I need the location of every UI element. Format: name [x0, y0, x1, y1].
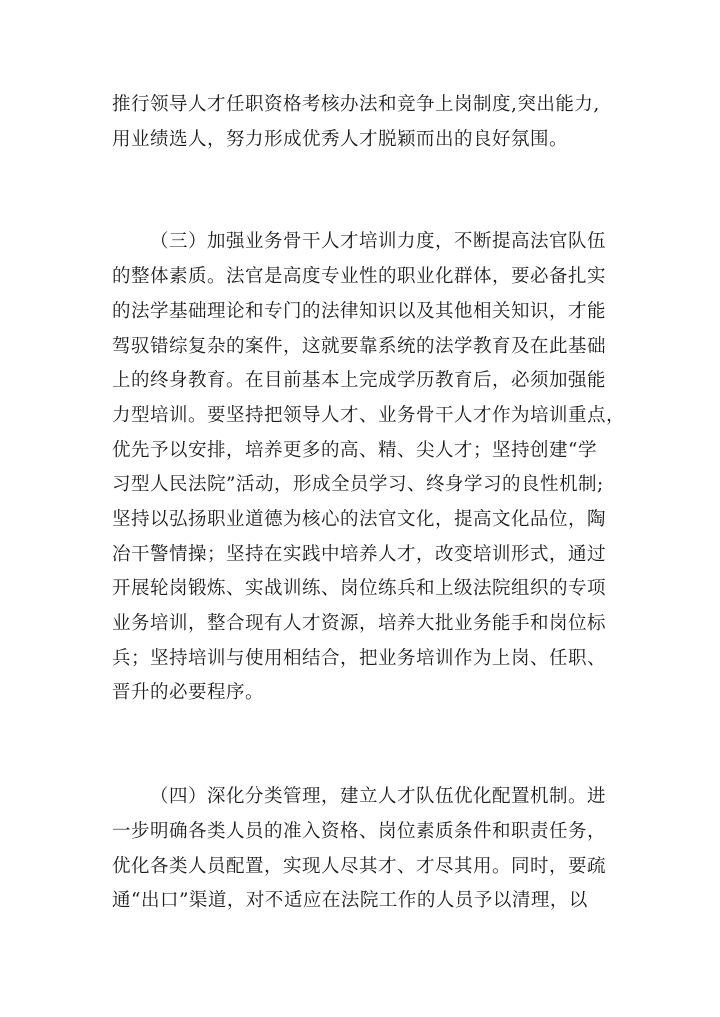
paragraph-2-line-2: 的整体素质。法官是高度专业性的职业化群体，要必备扎实: [112, 266, 607, 287]
paragraph-2-line-12: 业务培训，整合现有人才资源，培养大批业务能手和岗位标: [112, 613, 607, 634]
paragraph-2-line-5: 上的终身教育。在目前基本上完成学历教育后，必须加强能: [112, 370, 607, 391]
paragraph-2-line-14: 晋升的必要程序。: [112, 682, 265, 703]
paragraph-2-line-11: 开展轮岗锻炼、实战训练、岗位练兵和上级法院组织的专项: [112, 578, 607, 599]
paragraph-1-line-2: 用业绩选人，努力形成优秀人才脱颖而出的良好氛围。: [112, 129, 569, 150]
paragraph-1-line-1: 推行领导人才任职资格考核办法和竞争上岗制度,突出能力,: [112, 94, 600, 115]
paragraph-2-line-13: 兵；坚持培训与使用相结合，把业务培训作为上岗、任职、: [112, 648, 607, 669]
paragraph-2-line-9: 坚持以弘扬职业道德为核心的法官文化，提高文化品位，陶: [112, 509, 607, 530]
paragraph-2-line-10: 冶干警情操；坚持在实践中培养人才，改变培训形式，通过: [112, 544, 607, 565]
paragraph-2-line-7: 优先予以安排，培养更多的高、精、尖人才；坚持创建“学: [112, 440, 597, 461]
paragraph-3-line-1: （四）深化分类管理，建立人才队伍优化配置机制。进: [150, 786, 607, 807]
paragraph-2-line-6: 力型培训。要坚持把领导人才、业务骨干人才作为培训重点，: [112, 405, 626, 426]
paragraph-3-line-4: 通“出口”渠道，对不适应在法院工作的人员予以清理，以: [112, 890, 588, 911]
paragraph-2-line-8: 习型人民法院”活动，形成全员学习、终身学习的良性机制;: [112, 474, 604, 495]
paragraph-2-line-1: （三）加强业务骨干人才培训力度，不断提高法官队伍: [150, 231, 607, 252]
paragraph-2-line-4: 驾驭错综复杂的案件，这就要靠系统的法学教育及在此基础: [112, 336, 607, 357]
paragraph-2-line-3: 的法学基础理论和专门的法律知识以及其他相关知识，才能: [112, 301, 607, 322]
paragraph-3-line-2: 一步明确各类人员的准入资格、岗位素质条件和职责任务，: [112, 821, 607, 842]
paragraph-3-line-3: 优化各类人员配置，实现人尽其才、才尽其用。同时，要疏: [112, 856, 607, 877]
